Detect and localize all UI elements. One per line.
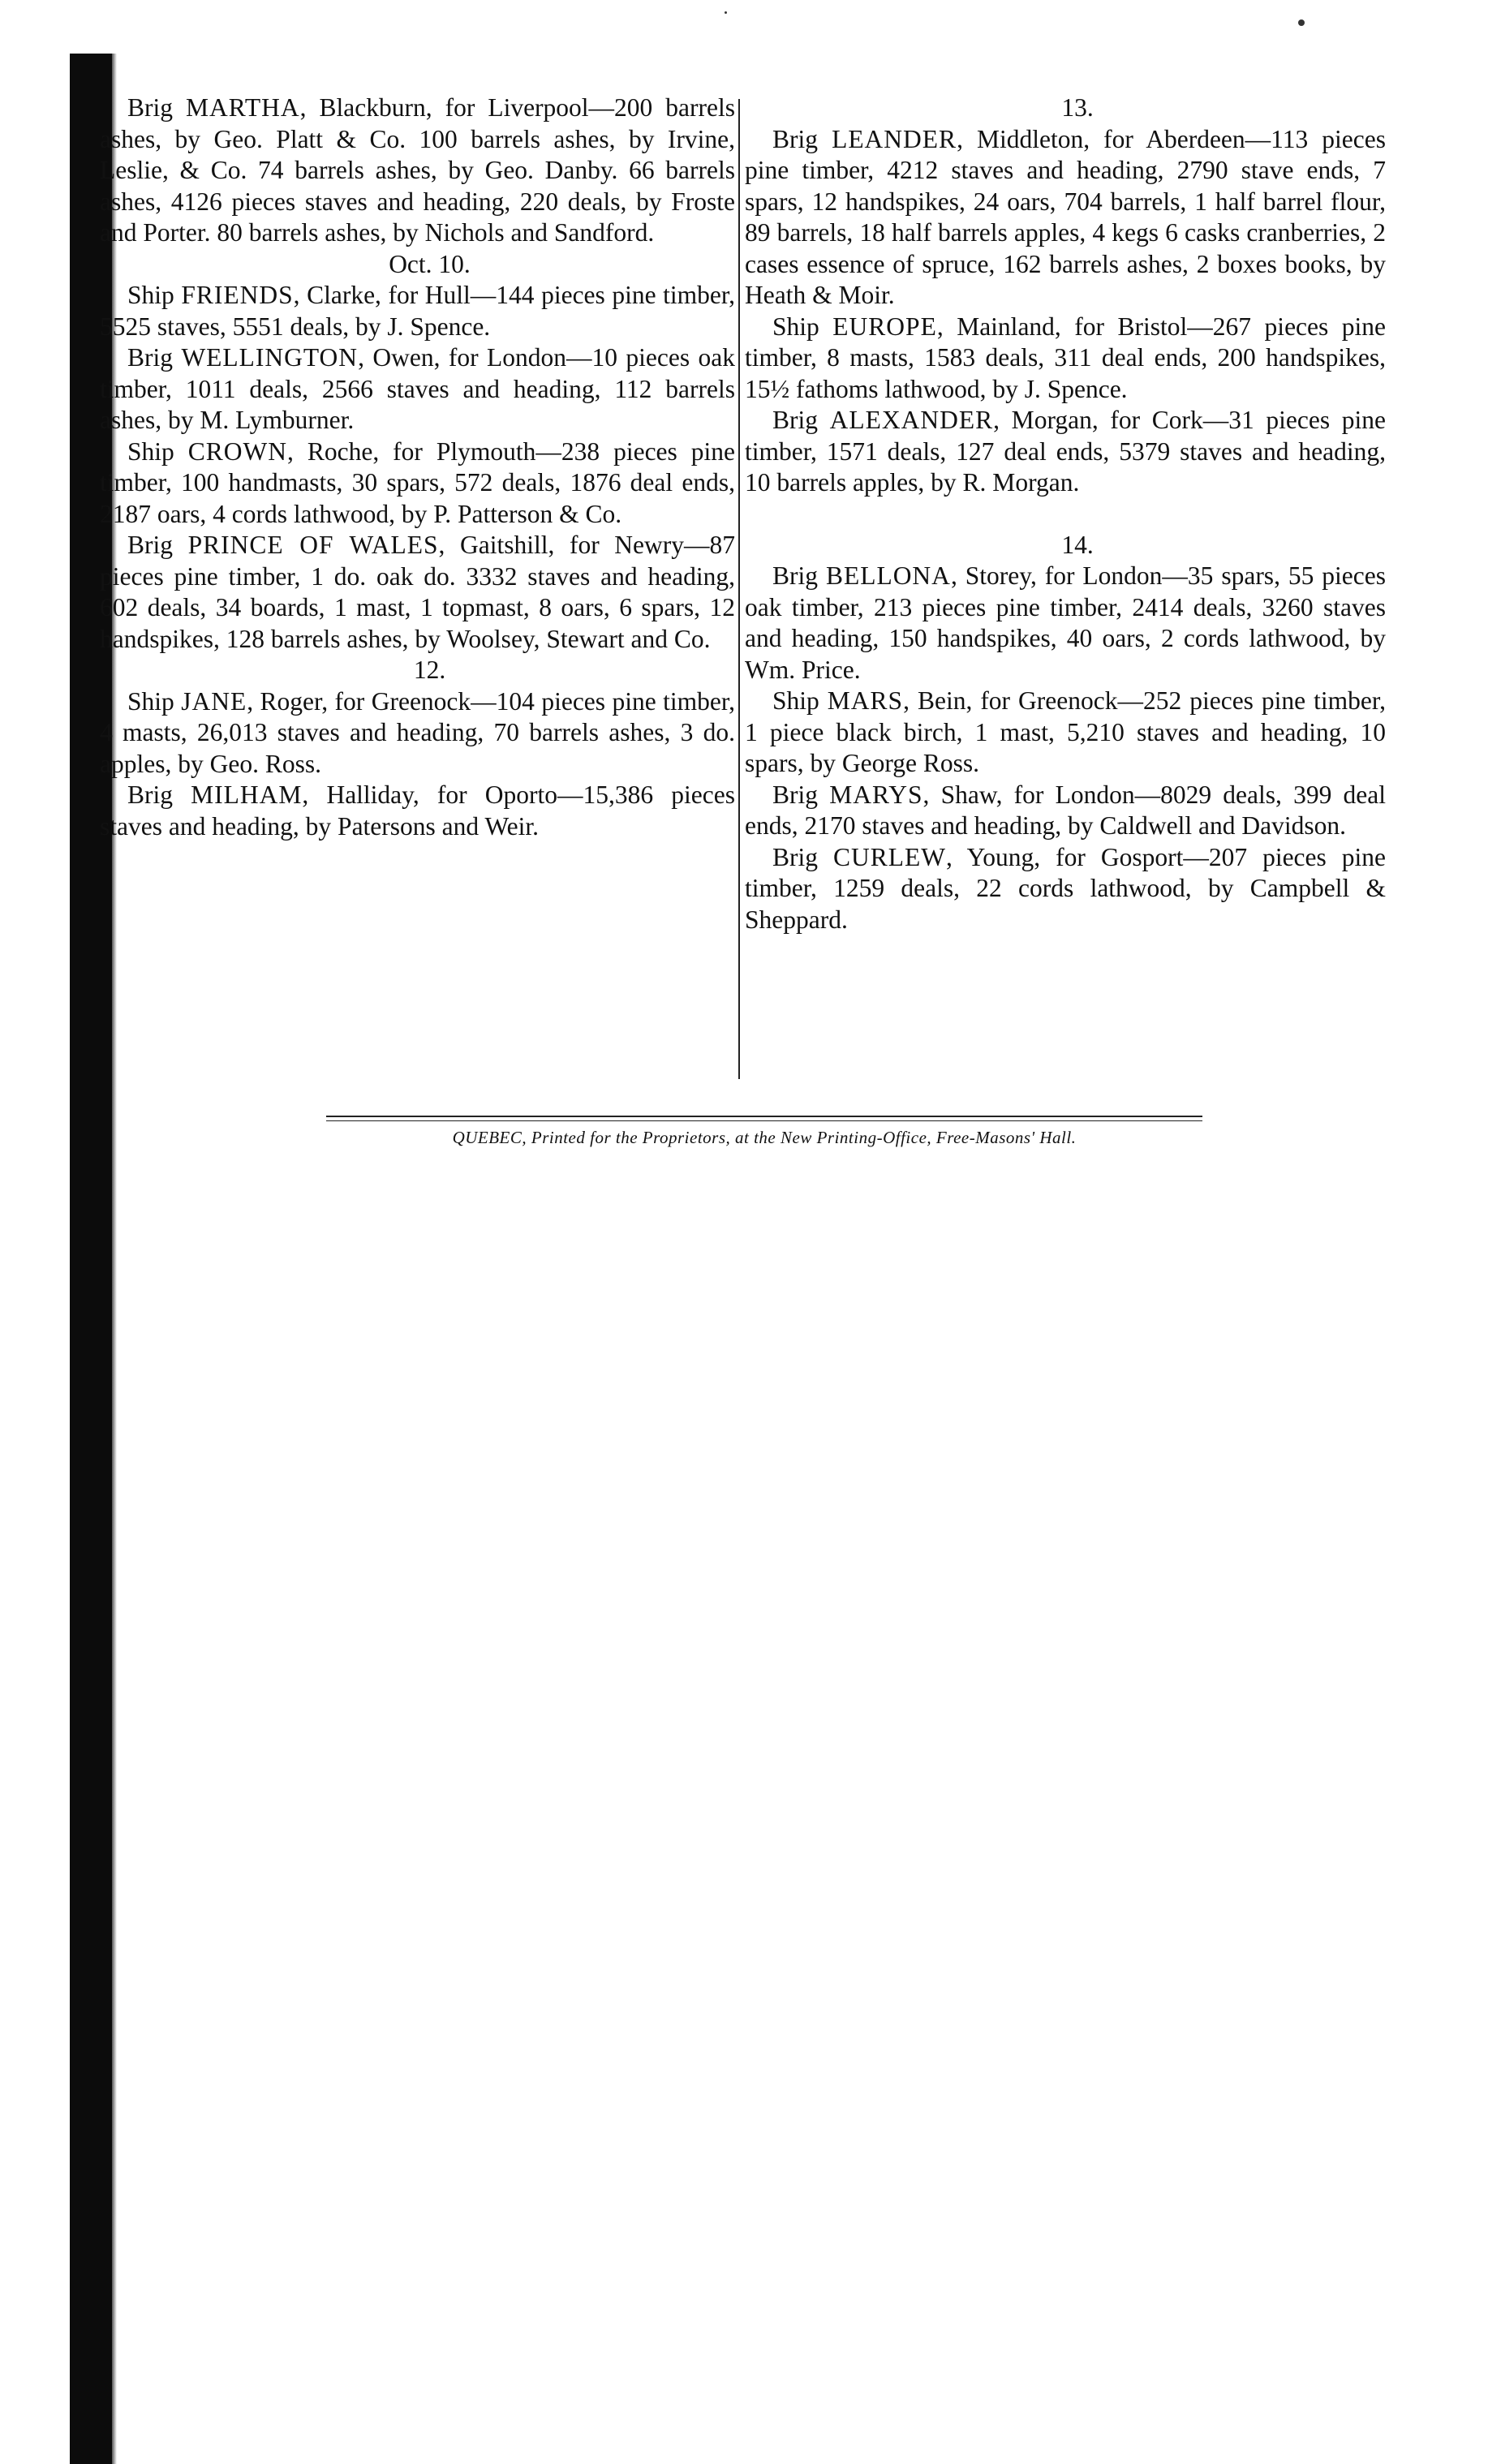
cargo-details: , Young, for Gosport—207 pieces pine timber, 1259 deals, 22 cords lathwood, by Campbell & Sheppard.	[745, 842, 1386, 934]
imprint-rule	[326, 1116, 1202, 1117]
shipping-entry	[745, 405, 1386, 499]
cargo-details: , Blackburn, for Liverpool—200 barrels ashes, by Geo. Platt & Co. 100 barrels ashes, by Irvine, Leslie, & Co. 74 barrels ashes, by Geo. Danby. 66 barrels ashes, 4126 pieces staves and heading, 220 deals, by Froste and Porter. 80 barrels ashes, by Nichols and Sandford.	[100, 93, 735, 247]
cargo-details: , Roger, for Greenock—104 pieces pine timber, 4 masts, 26,013 staves and heading, 70 barrels ashes, 3 do. apples, by Geo. Ross.	[100, 686, 735, 778]
ship-name: MARS	[827, 686, 904, 715]
vessel-type: Brig	[127, 93, 174, 122]
left-column	[100, 92, 735, 842]
cargo-details: , Halliday, for Oporto—15,386 pieces staves and heading, by Patersons and Weir.	[100, 780, 736, 841]
vessel-type: Brig	[772, 842, 819, 871]
cargo-details: , Roche, for Plymouth—238 pieces pine timber, 100 handmasts, 30 spars, 572 deals, 1876 deal ends, 2187 oars, 4 cords lathwood, by P. Patterson & Co.	[100, 436, 735, 528]
ship-name: CURLEW	[833, 842, 946, 871]
ship-name: MARYS	[829, 780, 923, 809]
shipping-entry	[100, 780, 735, 842]
ship-name: LEANDER	[832, 124, 957, 153]
paper-speck	[725, 11, 727, 14]
shipping-entry	[745, 312, 1386, 406]
column-divider	[738, 99, 740, 1079]
cargo-details: , Storey, for London—35 spars, 55 pieces oak timber, 213 pieces pine timber, 2414 deals, 3260 staves and heading, 150 handspikes, 40 oars, 2 cords lathwood, by Wm. Price.	[745, 561, 1387, 684]
date-heading: 14.	[1061, 530, 1094, 559]
shipping-entry	[745, 686, 1386, 780]
ship-name: BELLONA	[825, 561, 951, 590]
ship-name: MARTHA	[186, 93, 300, 122]
cargo-details: , Shaw, for London—8029 deals, 399 deal ends, 2170 staves and heading, by Caldwell and Davidson.	[745, 780, 1386, 840]
vessel-type: Ship	[772, 686, 819, 715]
shipping-entry	[100, 436, 735, 531]
vessel-type: Brig	[772, 780, 819, 809]
shipping-entry	[100, 686, 735, 780]
vessel-type: Ship	[127, 436, 174, 466]
cargo-details: , Mainland, for Bristol—267 pieces pine timber, 8 masts, 1583 deals, 311 deal ends, 200 handspikes, 15½ fathoms lathwood, by J. Spence.	[745, 312, 1387, 403]
shipping-entry	[745, 780, 1386, 842]
shipping-entry	[100, 342, 735, 436]
cargo-details: , Bein, for Greenock—252 pieces pine timber, 1 piece black birch, 1 mast, 5,210 staves and heading, 10 spars, by George Ross.	[745, 686, 1386, 777]
shipping-entry	[100, 92, 735, 249]
vessel-type: Brig	[127, 343, 174, 372]
ship-name: WELLINGTON	[181, 343, 359, 372]
vessel-type: Brig	[127, 531, 174, 559]
ship-name: EUROPE	[832, 312, 937, 341]
cargo-details: , Clarke, for Hull—144 pieces pine timber, 5525 staves, 5551 deals, by J. Spence.	[100, 281, 736, 341]
shipping-entry	[100, 530, 735, 655]
cargo-details: , Gaitshill, for Newry—87 pieces pine timber, 1 do. oak do. 3332 staves and heading, 602 deals, 34 boards, 1 mast, 1 topmast, 8 oars, 6 spars, 12 handspikes, 128 barrels ashes, by Woolsey, Stewart and Co.	[100, 531, 735, 653]
right-column	[745, 92, 1386, 935]
vessel-type: Ship	[127, 686, 174, 716]
vessel-type: Brig	[772, 561, 819, 590]
shipping-entry	[745, 842, 1386, 936]
vessel-type: Ship	[127, 281, 174, 309]
paper-speck	[1298, 19, 1305, 26]
printer-imprint: QUEBEC, Printed for the Proprietors, at the New Printing-Office, Free-Masons' Hall.	[452, 1128, 1077, 1147]
ship-name: PRINCE OF WALES	[187, 531, 439, 559]
date-heading: 13.	[1061, 93, 1094, 122]
vessel-type: Brig	[127, 780, 174, 809]
vessel-type: Brig	[772, 124, 819, 153]
ship-name: MILHAM	[191, 780, 303, 809]
ship-name: CROWN	[187, 436, 287, 466]
date-heading: Oct. 10.	[389, 249, 471, 278]
date-heading: 12.	[413, 656, 446, 684]
vessel-type: Ship	[772, 312, 819, 341]
ship-name: ALEXANDER	[829, 406, 994, 434]
cargo-details: , Morgan, for Cork—31 pieces pine timber, 1571 deals, 127 deal ends, 5379 staves and heading, 10 barrels apples, by R. Morgan.	[745, 406, 1387, 497]
cargo-details: , Owen, for London—10 pieces oak timber, 1011 deals, 2566 staves and heading, 112 barrels ashes, by M. Lymburner.	[100, 343, 736, 434]
shipping-entry	[745, 561, 1386, 686]
vessel-type: Brig	[772, 406, 819, 434]
cargo-details: , Middleton, for Aberdeen—113 pieces pine timber, 4212 staves and heading, 2790 stave ends, 7 spars, 12 handspikes, 24 oars, 704 barrels, 1 half barrel flour, 89 barrels, 18 half barrels apples, 4 kegs 6 casks cranberries, 2 cases essence of spruce, 162 barrels ashes, 2 boxes books, by Heath & Moir.	[745, 124, 1387, 309]
imprint-rule	[326, 1120, 1202, 1121]
ship-name: JANE	[181, 686, 247, 716]
shipping-entry	[745, 124, 1386, 312]
shipping-entry	[100, 280, 735, 342]
ship-name: FRIENDS	[181, 281, 294, 309]
